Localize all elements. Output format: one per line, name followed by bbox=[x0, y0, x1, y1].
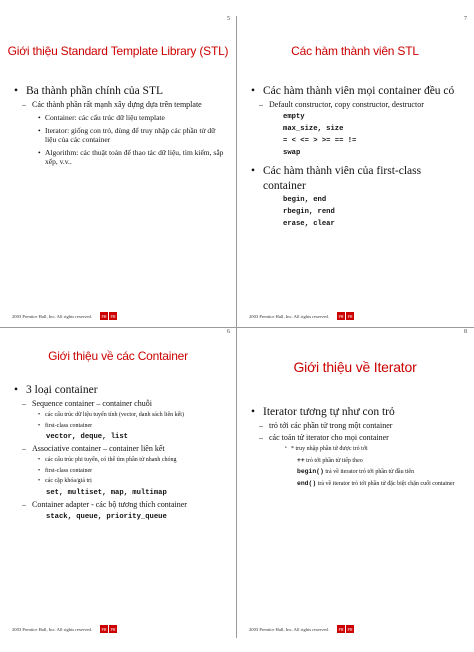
slide-iterator bbox=[237, 329, 473, 639]
slide-footer bbox=[12, 312, 118, 320]
slide-containers bbox=[0, 329, 236, 639]
copyright-text: 2003 Prentice Hall, Inc. All rights reserved. bbox=[12, 313, 92, 319]
publisher-logo bbox=[337, 625, 355, 633]
slide-title: Giới thiệu về Iterator bbox=[293, 359, 417, 375]
bullet: • Ba thành phần chính của STL bbox=[14, 84, 228, 98]
list-item: • Iterator: giống con trỏ, dùng để truy nhập các phần tử dữ liệu của các container bbox=[14, 126, 228, 145]
sub-bullet: – trỏ tới các phần tử trong một container bbox=[251, 421, 465, 431]
operator-code: end() bbox=[297, 479, 317, 487]
copyright-text: 2003 Prentice Hall, Inc. All rights reserved. bbox=[12, 626, 92, 632]
list-item: • Algorithm: các thuật toán để thao tác dữ liệu, tìm kiếm, sắp xếp, v.v.. bbox=[14, 148, 228, 167]
slide-content bbox=[14, 377, 228, 522]
publisher-logo bbox=[337, 312, 355, 320]
page-number: 6 bbox=[227, 329, 230, 335]
copyright-text: 2003 Prentice Hall, Inc. All rights reserved. bbox=[249, 313, 329, 319]
sub-bullet: – Default constructor, copy constructor, destructor bbox=[251, 100, 465, 110]
slide-content bbox=[14, 78, 228, 166]
operator-line bbox=[251, 468, 465, 477]
list-item: • Container: các cấu trúc dữ liệu template bbox=[14, 113, 228, 122]
list-item: • first-class container bbox=[14, 468, 228, 476]
operator-description: trả về iterator trỏ tới phần tử đặc biệt chặn cuối container bbox=[317, 480, 455, 487]
slide-content bbox=[251, 78, 465, 229]
slide-content bbox=[251, 399, 465, 488]
operator-code: begin() bbox=[297, 468, 324, 476]
operator-line bbox=[251, 457, 465, 466]
logo-box: PH bbox=[101, 313, 107, 319]
operator-description: trỏ tới phần tử tiếp theo bbox=[306, 457, 363, 464]
operator-symbol: * bbox=[291, 446, 294, 453]
logo-box: PH bbox=[338, 313, 344, 319]
operator-description: truy nhập phần tử được trỏ tới bbox=[295, 446, 368, 453]
code-line: rbegin, rend bbox=[283, 208, 335, 217]
list-item: • các cấu trúc dữ liệu tuyến tính (vector, danh sách liên kết) bbox=[14, 412, 228, 420]
code-line: set, multiset, map, multimap bbox=[46, 488, 167, 497]
code-line: erase, clear bbox=[283, 220, 335, 229]
slide-footer bbox=[249, 625, 355, 633]
horizontal-divider bbox=[0, 327, 474, 328]
operator-description: trả về iterator trỏ tới phần tử đầu tiên bbox=[325, 469, 415, 476]
operator-line bbox=[251, 480, 465, 489]
list-item bbox=[251, 446, 465, 454]
code-line: stack, queue, priority_queue bbox=[46, 512, 167, 521]
publisher-logo bbox=[100, 312, 118, 320]
page-number: 5 bbox=[227, 16, 230, 22]
page-number: 7 bbox=[464, 16, 467, 22]
code-line: empty bbox=[283, 113, 305, 122]
slide-footer bbox=[249, 312, 355, 320]
page-number: 8 bbox=[464, 329, 467, 335]
slide-title: Giới thiệu về các Container bbox=[48, 349, 188, 363]
code-line: vector, deque, list bbox=[46, 433, 128, 442]
logo-box: PH bbox=[347, 626, 353, 632]
code-line: max_size, size bbox=[283, 125, 344, 134]
bullet: • Các hàm thành viên mọi container đều có bbox=[251, 84, 465, 98]
bullet: • Iterator tương tự như con trỏ bbox=[251, 405, 465, 419]
list-item: • các cấu trúc phi tuyến, có thể tìm phần tử nhanh chóng bbox=[14, 457, 228, 465]
bullet: • Các hàm thành viên của first-class container bbox=[251, 164, 465, 193]
bullet: • 3 loại container bbox=[14, 383, 228, 397]
slide-member-functions bbox=[237, 16, 473, 326]
publisher-logo bbox=[100, 625, 118, 633]
slide-footer bbox=[12, 625, 118, 633]
code-line: begin, end bbox=[283, 196, 327, 205]
code-line: swap bbox=[283, 149, 301, 158]
list-item: • các cặp khóa/giá trị bbox=[14, 478, 228, 486]
operator-code: ++ bbox=[297, 456, 305, 464]
logo-box: PH bbox=[110, 626, 116, 632]
copyright-text: 2003 Prentice Hall, Inc. All rights reserved. bbox=[249, 626, 329, 632]
list-item: • first-class container bbox=[14, 423, 228, 431]
sub-bullet: – Container adapter - các bộ tương thích container bbox=[14, 500, 228, 510]
logo-box: PH bbox=[101, 626, 107, 632]
slide-stl-intro bbox=[0, 16, 236, 326]
sub-bullet: – Các thành phần rất mạnh xây dựng dựa trên template bbox=[14, 100, 228, 110]
slide-title: Giới thiệu Standard Template Library (STL) bbox=[7, 44, 229, 58]
slide-title: Các hàm thành viên STL bbox=[291, 44, 419, 58]
logo-box: PH bbox=[347, 313, 353, 319]
sub-bullet: – Associative container – container liên kết bbox=[14, 444, 228, 454]
code-line: = < <= > >= == != bbox=[283, 137, 357, 146]
logo-box: PH bbox=[338, 626, 344, 632]
sub-bullet: – Sequence container – container chuỗi bbox=[14, 399, 228, 409]
sub-bullet: – các toán tử iterator cho mọi container bbox=[251, 433, 465, 443]
logo-box: PH bbox=[110, 313, 116, 319]
